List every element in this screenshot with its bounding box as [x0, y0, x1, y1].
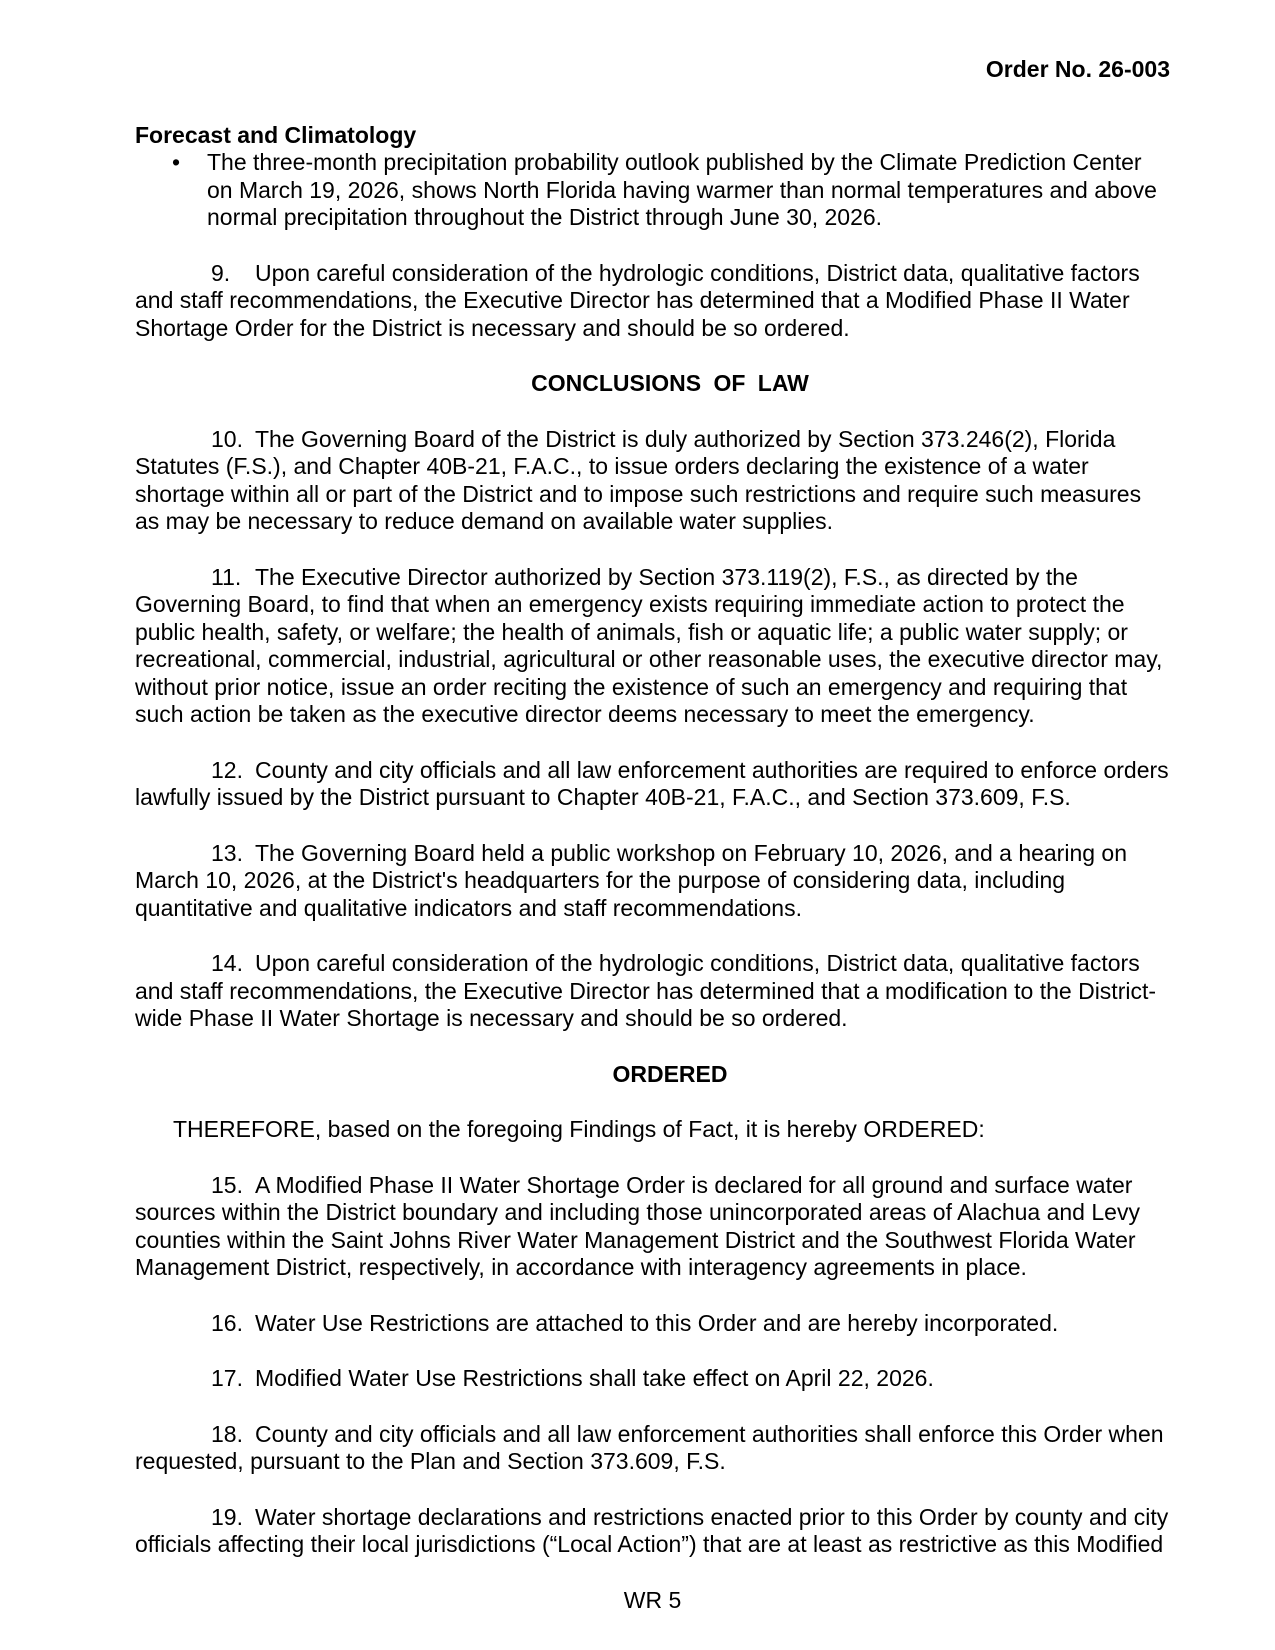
order-number: Order No. 26-003 [985, 56, 1170, 82]
paragraph-text: A Modified Phase II Water Shortage Order is declared for all ground and surface water sources within the District boundary and including those unincorporated areas of Alachua and Levy counties within the Saint Johns River Water Management District and the Southwest Florida Water Management District, respectively, in accordance with interagency agreements in place. [135, 1171, 1140, 1280]
paragraph-13 [135, 840, 1170, 923]
ordered-preamble: THEREFORE, based on the foregoing Findings of Fact, it is hereby ORDERED: [173, 1116, 985, 1142]
paragraph-number: 12. [211, 756, 243, 783]
section-heading-forecast: Forecast and Climatology [135, 121, 417, 148]
paragraph-text: Water Use Restrictions are attached to this Order and are hereby incorporated. [255, 1309, 1059, 1336]
paragraph-16 [135, 1310, 1170, 1338]
list-item: • The three-month precipitation probability outlook published by the Climate Prediction Center on March 19, 2026, shows North Florida having warmer than normal temperatures and above normal precipitation throughout the District through June 30, 2026. [207, 149, 1170, 232]
paragraph-text: Modified Water Use Restrictions shall take effect on April 22, 2026. [255, 1365, 934, 1391]
paragraph-text: Water shortage declarations and restrictions enacted prior to this Order by county and city officials affecting their local jurisdictions (“Local Action”) that are at least as restrictive as this Modified [135, 1503, 1169, 1557]
paragraph-number: 19. [211, 1503, 243, 1530]
paragraph-number: 10. [211, 425, 243, 452]
paragraph-number: 14. [211, 950, 243, 976]
forecast-bullet-list [135, 149, 1170, 232]
paragraph-19 [135, 1504, 1170, 1559]
paragraph-text: The Executive Director authorized by Section 373.119(2), F.S., as directed by the Governing Board, to find that when an emergency exists requiring immediate action to protect the public health, safety, or welfare; the health of animals, fish or aquatic life; a public water supply; or recreational, commercial, industrial, agricultural or other reasonable uses, the executive director may, without prior notice, issue an order reciting the existence of such an emergency and requiring that such action be taken as the executive director deems necessary to meet the emergency. [135, 563, 1163, 727]
section-heading-ordered: ORDERED [612, 1060, 728, 1087]
paragraph-number: 18. [211, 1420, 243, 1447]
paragraph-15 [135, 1172, 1170, 1282]
section-heading-conclusions-of-law: CONCLUSIONS OF LAW [531, 370, 809, 396]
paragraph-18 [135, 1421, 1170, 1476]
paragraph-number: 11. [211, 563, 242, 590]
paragraph-number: 15. [211, 1171, 243, 1198]
paragraph-17 [135, 1365, 1170, 1393]
page-footer: WR 5 [623, 1586, 682, 1613]
paragraph-text: County and city officials and all law enforcement authorities are required to enforce orders lawfully issued by the District pursuant to Chapter 40B-21, F.A.C., and Section 373.609, F.S. [135, 756, 1169, 810]
paragraph-number: 13. [211, 839, 243, 866]
paragraph-text: The Governing Board held a public workshop on February 10, 2026, and a hearing on March 10, 2026, at the District's headquarters for the purpose of considering data, including quantitative and qualitative indicators and staff recommendations. [135, 839, 1128, 921]
paragraph-text: County and city officials and all law enforcement authorities shall enforce this Order when requested, pursuant to the Plan and Section 373.609, F.S. [135, 1420, 1164, 1474]
paragraph-12 [135, 757, 1170, 812]
paragraph-text: Upon careful consideration of the hydrologic conditions, District data, qualitative factors and staff recommendations, the Executive Director has determined that a Modified Phase II Water Shortage Order for the District is necessary and should be so ordered. [135, 259, 1140, 341]
paragraph-number: 9. [211, 259, 231, 286]
paragraph-9 [135, 260, 1170, 343]
paragraph-11 [135, 564, 1170, 729]
paragraph-number: 17. [211, 1365, 243, 1391]
paragraph-10 [135, 426, 1170, 536]
paragraph-text: Upon careful consideration of the hydrologic conditions, District data, qualitative factors and staff recommendations, the Executive Director has determined that a modification to the District-wide Phase II Water Shortage is necessary and should be so ordered. [135, 950, 1157, 1031]
paragraph-number: 16. [211, 1309, 243, 1336]
paragraph-14 [135, 950, 1170, 1033]
paragraph-text: The Governing Board of the District is duly authorized by Section 373.246(2), Florida Statutes (F.S.), and Chapter 40B-21, F.A.C., to issue orders declaring the existence of a water shortage within all or part of the District and to impose such restrictions and require such measures as may be necessary to reduce demand on available water supplies. [135, 425, 1142, 534]
